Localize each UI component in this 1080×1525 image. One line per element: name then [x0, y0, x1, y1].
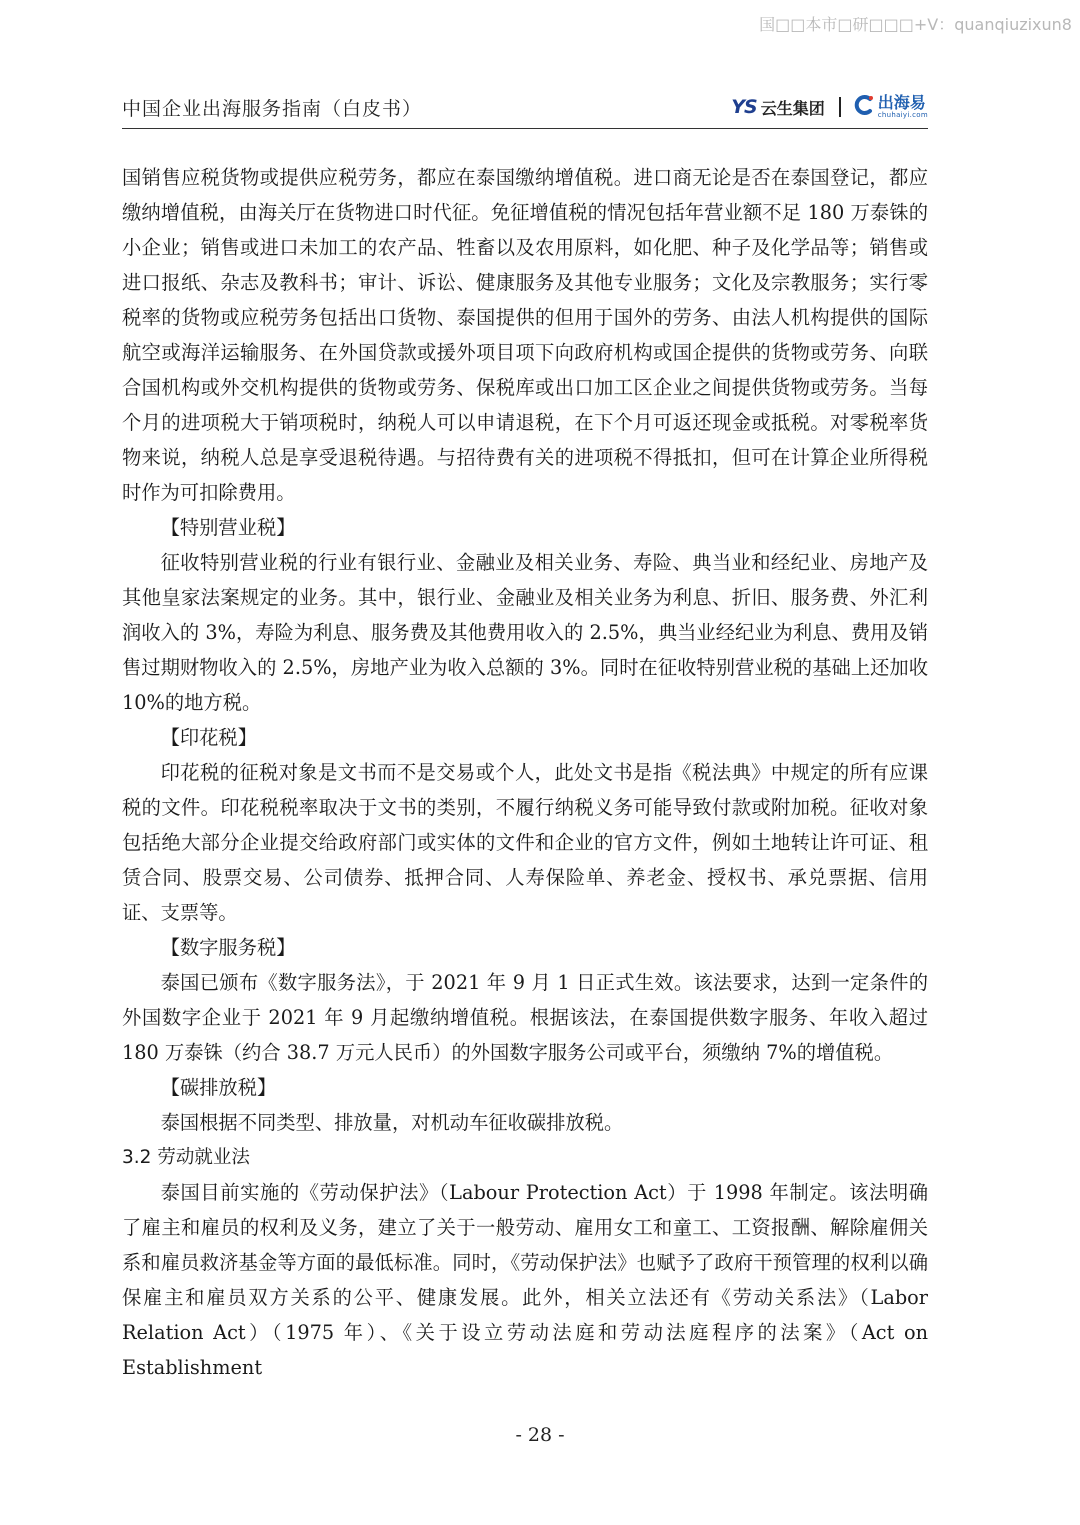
subheading-special-business-tax: 【特别营业税】: [160, 516, 296, 539]
subheading-stamp-duty: 【印花税】: [160, 726, 257, 749]
section-number: 3.2: [122, 1147, 152, 1168]
chuhaiyi-logo-name: 出海易: [877, 93, 926, 112]
page-number: - 28 -: [515, 1424, 565, 1446]
page-content: [122, 160, 928, 1385]
subheading-carbon-tax: 【碳排放税】: [160, 1076, 277, 1099]
page-header: [122, 92, 928, 129]
subheading-digital-service-tax: 【数字服务税】: [160, 936, 296, 959]
chuhaiyi-logo-icon: [853, 94, 875, 120]
paragraph-special-business-tax: 征收特别营业税的行业有银行业、金融业及相关业务、寿险、典当业和经纪业、房地产及其他皇家法案规定的业务。其中，银行业、金融业及相关业务为利息、折旧、服务费、外汇利润收入的 3%，寿险为利息、服务费及其他费用收入的 2.5%，典当业经纪业为利息、费用及销售过期财物收入的 2.5%，房地产业为收入总额的 3%。同时在征收特别营业税的基础上还加收 10%的地方税。: [122, 551, 928, 714]
ys-logo-name: 云生集团: [760, 98, 825, 118]
section-heading: [122, 1140, 928, 1175]
header-title: 中国企业出海服务指南（白皮书）: [122, 98, 423, 120]
header-logos: [731, 92, 928, 122]
chuhaiyi-logo-url: chuhaiyi.com: [877, 111, 928, 119]
paragraph-vat-continued: 国销售应税货物或提供应税劳务，都应在泰国缴纳增值税。进口商无论是否在泰国登记，都应缴纳增值税，由海关厅在货物进口时代征。免征增值税的情况包括年营业额不足 180 万泰铢的小企业；销售或进口未加工的农产品、牲畜以及农用原料，如化肥、种子及化学品等；销售或进口报纸、杂志及教科书；审计、诉讼、健康服务及其他专业服务；文化及宗教服务；实行零税率的货物或应税劳务包括出口货物、泰国提供的但用于国外的劳务、由法人机构提供的国际航空或海洋运输服务、在外国贷款或援外项目项下向政府机构或国企提供的货物或劳务、向联合国机构或外交机构提供的货物或劳务、保税库或出口加工区企业之间提供货物或劳务。当每个月的进项税大于销项税时，纳税人可以申请退税，在下个月可返还现金或抵税。对零税率货物来说，纳税人总是享受退税待遇。与招待费有关的进项税不得抵扣，但可在计算企业所得税时作为可扣除费用。: [122, 166, 928, 504]
paragraph-stamp-duty: 印花税的征税对象是文书而不是交易或个人，此处文书是指《税法典》中规定的所有应课税的文件。印花税税率取决于文书的类别，不履行纳税义务可能导致付款或附加税。征收对象包括绝大部分企业提交给政府部门或实体的文件和企业的官方文件，例如土地转让许可证、租赁合同、股票交易、公司债券、抵押合同、人寿保险单、养老金、授权书、承兑票据、信用证、支票等。: [122, 761, 928, 924]
watermark-text: 国□□本市□研□□□+V：quanqiuzixun8: [759, 15, 1072, 34]
paragraph-labour-law: 泰国目前实施的《劳动保护法》（Labour Protection Act）于 1998 年制定。该法明确了雇主和雇员的权利及义务，建立了关于一般劳动、雇用女工和童工、工资报酬、解除雇佣关系和雇员救济基金等方面的最低标准。同时，《劳动保护法》也赋予了政府干预管理的权利以确保雇主和雇员双方关系的公平、健康发展。此外，相关立法还有《劳动关系法》（Labor Relation Act）（1975 年）、《关于设立劳动法庭和劳动法庭程序的法案》（Act on Establishment: [122, 1181, 928, 1379]
section-title: 劳动就业法: [157, 1147, 250, 1168]
chuhaiyi-logo-text: [878, 95, 928, 119]
paragraph-digital-service-tax: 泰国已颁布《数字服务法》，于 2021 年 9 月 1 日正式生效。该法要求，达到一定条件的外国数字企业于 2021 年 9 月起缴纳增值税。根据该法，在泰国提供数字服务、年收入超过 180 万泰铢（约合 38.7 万元人民币）的外国数字服务公司或平台，须缴纳 7%的增值税。: [122, 971, 928, 1064]
paragraph-carbon-tax: 泰国根据不同类型、排放量，对机动车征收碳排放税。: [160, 1111, 624, 1134]
ys-logo-mark: YS: [731, 96, 757, 118]
logo-divider: [839, 97, 841, 117]
